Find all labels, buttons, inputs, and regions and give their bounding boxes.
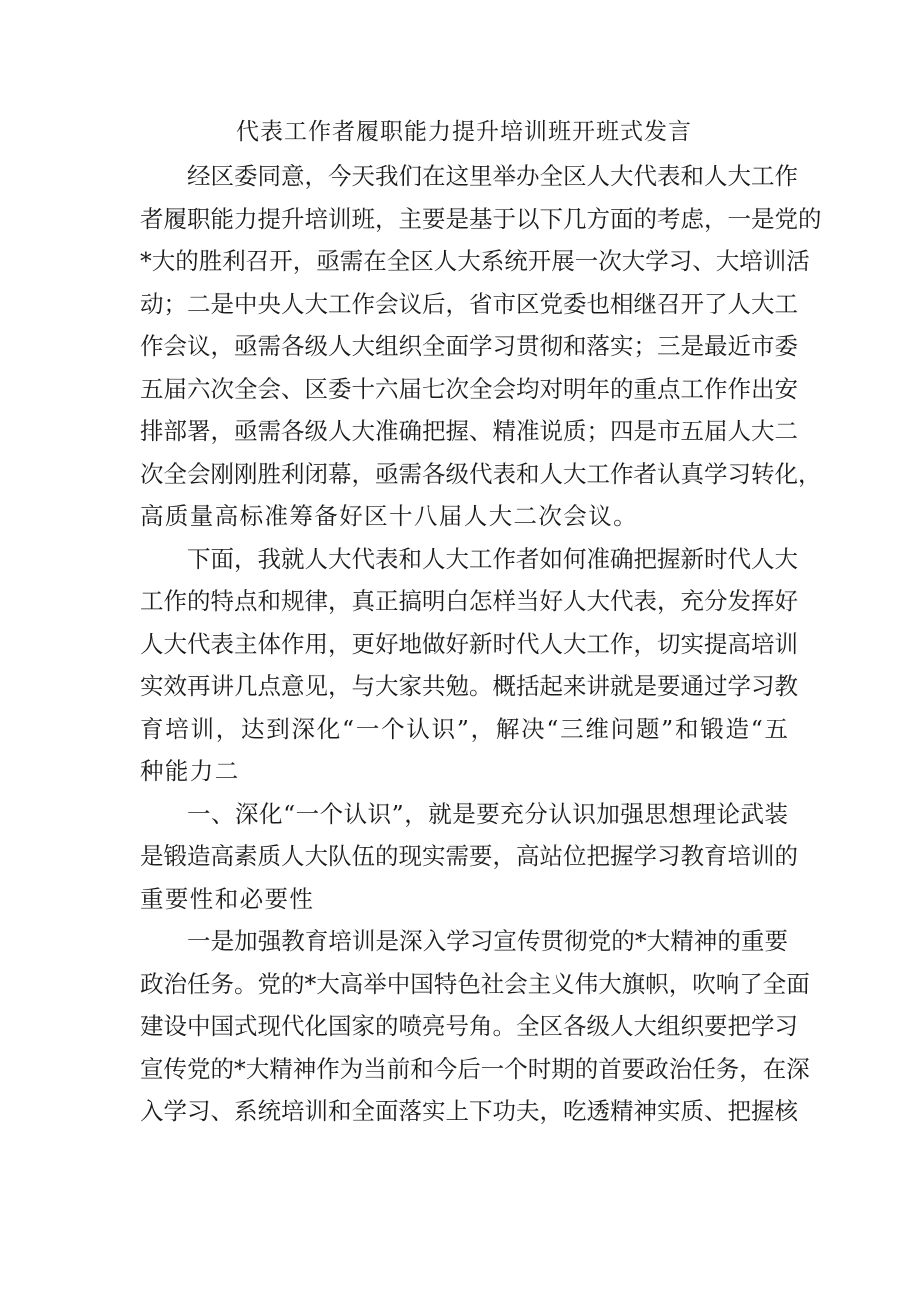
text-line: 一是加强教育培训是深入学习宣传贯彻党的*大精神的重要 [187, 927, 788, 955]
text-line: 是锻造高素质人大队伍的现实需要，高站位把握学习教育培训的 [140, 842, 798, 870]
text-line: 一、深化“一个认识”，就是要充分认识加强思想理论武装 [187, 799, 788, 828]
document-title: 代表工作者履职能力提升培训班开班式发言 [236, 119, 692, 145]
text-line: 重要性和必要性 [140, 884, 315, 913]
text-line: 次全会刚刚胜利闭幕，亟需各级代表和人大工作者认真学习转化， [140, 459, 822, 488]
text-line: 育培训，达到深化“一个认识”，解决“三维问题”和锻造“五 [140, 714, 788, 743]
text-line: 宣传党的*大精神作为当前和今后一个时期的首要政治任务，在深 [140, 1054, 810, 1083]
text-line: 作会议，亟需各级人大组织全面学习贯彻和落实；三是最近市委 [140, 332, 798, 360]
text-line: 建设中国式现代化国家的喷亮号角。全区各级人大组织要把学习 [140, 1012, 798, 1040]
text-line: 政治任务。党的*大高举中国特色社会主义伟大旗帜，吹响了全面 [140, 969, 810, 998]
paragraph-4 [140, 920, 810, 1133]
text-line: 五届六次全会、区委十六届七次全会均对明年的重点工作作出安 [140, 374, 798, 403]
text-line: 入学习、系统培训和全面落实上下功夫，吃透精神实质、把握核 [140, 1097, 798, 1125]
text-line: 种能力二 [140, 757, 240, 785]
text-line: 高质量高标准筹备好区十八届人大二次会议。 [140, 502, 638, 530]
document-body [140, 155, 822, 1133]
text-line: *大的胜利召开，亟需在全区人大系统开展一次大学习、大培训活 [140, 247, 810, 275]
text-line: 实效再讲几点意见，与大家共勉。概括起来讲就是要通过学习教 [140, 672, 798, 700]
paragraph-2 [140, 538, 798, 793]
paragraph-3 [140, 793, 798, 921]
text-line: 排部署，亟需各级人大准确把握、精准说质；四是市五届人大二 [140, 417, 798, 445]
paragraph-1 [140, 155, 822, 538]
text-line: 经区委同意，今天我们在这里举办全区人大代表和人大工作 [187, 162, 798, 190]
text-line: 动；二是中央人大工作会议后，省市区党委也相继召开了人大工 [140, 289, 798, 318]
text-line: 工作的特点和规律，真正搞明白怎样当好人大代表，充分发挥好 [140, 587, 798, 615]
text-line: 下面，我就人大代表和人大工作者如何准确把握新时代人大 [187, 544, 798, 573]
text-line: 者履职能力提升培训班，主要是基于以下几方面的考虑，一是党的 [140, 204, 822, 233]
text-line: 人大代表主体作用，更好地做好新时代人大工作，切实提高培训 [140, 629, 798, 658]
